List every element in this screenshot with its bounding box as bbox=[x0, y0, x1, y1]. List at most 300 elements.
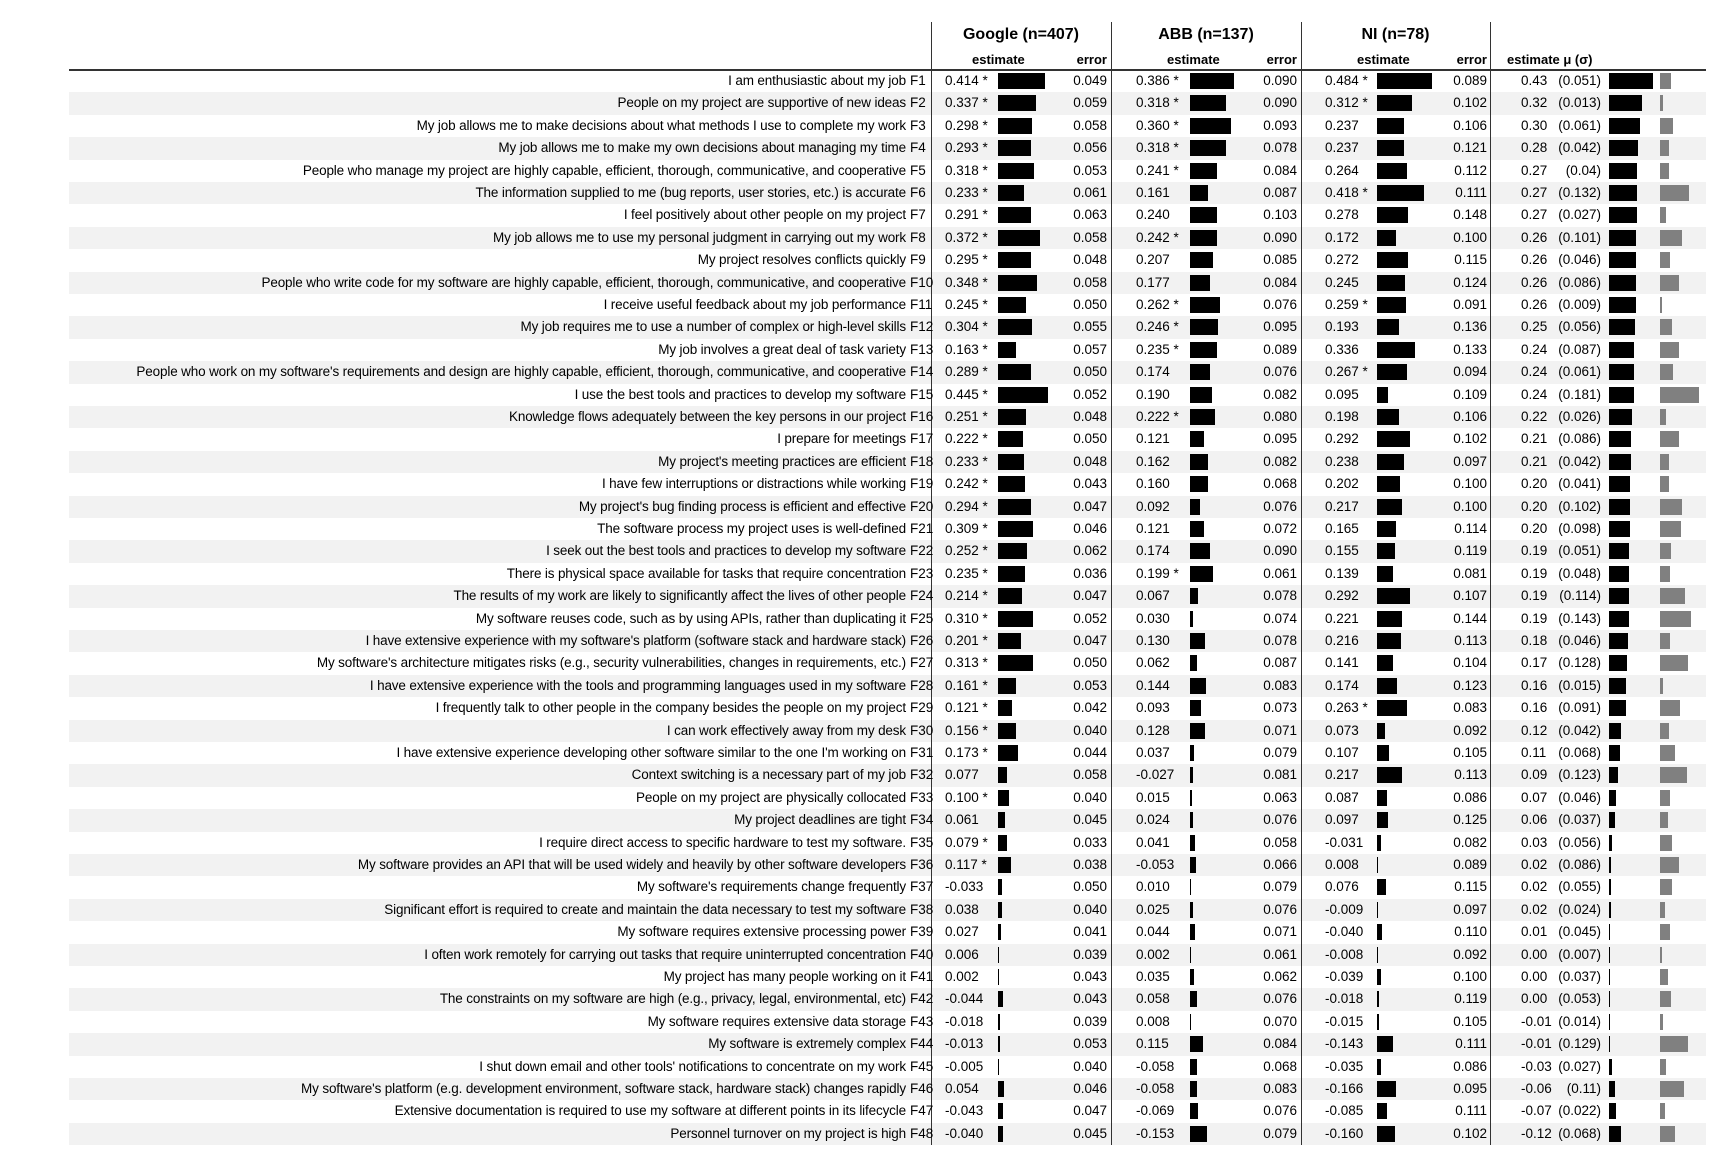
google-estimate-bar bbox=[998, 207, 1031, 223]
meta-sigma: (0.087) bbox=[1558, 341, 1601, 357]
google-estimate: 0.372 * bbox=[945, 229, 988, 245]
meta-sigma-bar bbox=[1660, 364, 1673, 380]
abb-estimate: 0.062 bbox=[1136, 655, 1170, 671]
factor-label: My software requires extensive processing power bbox=[617, 924, 906, 940]
abb-error: 0.103 bbox=[1263, 207, 1297, 223]
meta-mu-bar bbox=[1609, 476, 1630, 492]
abb-error: 0.072 bbox=[1263, 521, 1297, 536]
factor-label: I receive useful feedback about my job performance bbox=[603, 297, 906, 312]
meta-mu-bar bbox=[1609, 835, 1612, 851]
google-estimate: 0.295 * bbox=[945, 252, 988, 268]
abb-estimate-bar bbox=[1190, 991, 1197, 1007]
abb-estimate: 0.174 bbox=[1136, 364, 1170, 380]
google-error: 0.049 bbox=[1073, 73, 1107, 88]
meta-mu-bar bbox=[1609, 991, 1610, 1007]
meta-sigma: (0.048) bbox=[1558, 565, 1601, 581]
factor-label: I often work remotely for carrying out tasks that require uninterrupted concentration bbox=[424, 946, 906, 962]
factor-label: My job involves a great deal of task variety bbox=[658, 341, 906, 357]
abb-error: 0.078 bbox=[1263, 140, 1297, 156]
abb-estimate: 0.235 * bbox=[1136, 341, 1179, 357]
google-estimate-bar bbox=[998, 521, 1033, 537]
abb-error: 0.076 bbox=[1263, 297, 1297, 312]
table-row bbox=[0, 1078, 1732, 1100]
meta-sigma-bar bbox=[1660, 454, 1669, 470]
meta-sigma-bar bbox=[1660, 207, 1666, 223]
abb-error: 0.083 bbox=[1263, 1081, 1297, 1096]
meta-sigma: (0.086) bbox=[1558, 431, 1601, 447]
meta-mu-bar bbox=[1609, 1036, 1610, 1052]
ni-error: 0.100 bbox=[1453, 498, 1487, 514]
ni-estimate-bar bbox=[1377, 924, 1382, 940]
google-estimate-bar bbox=[998, 230, 1040, 246]
meta-mu: 0.19 bbox=[1521, 588, 1548, 604]
google-estimate-bar bbox=[998, 342, 1016, 358]
ni-estimate-bar bbox=[1377, 185, 1424, 201]
meta-mu: 0.20 bbox=[1521, 476, 1548, 492]
abb-estimate: 0.093 bbox=[1136, 700, 1170, 716]
meta-mu-bar bbox=[1609, 857, 1611, 873]
meta-sigma-bar bbox=[1660, 902, 1665, 918]
google-estimate-bar bbox=[998, 431, 1023, 447]
ni-estimate-bar bbox=[1377, 835, 1381, 851]
google-estimate: 0.348 * bbox=[945, 274, 988, 290]
meta-sigma: (0.007) bbox=[1558, 946, 1601, 962]
meta-mu-bar bbox=[1609, 924, 1610, 940]
ni-estimate-bar bbox=[1377, 879, 1386, 895]
meta-sigma-bar bbox=[1660, 521, 1681, 537]
google-estimate-bar bbox=[998, 163, 1034, 179]
google-estimate: 0.414 * bbox=[945, 73, 988, 88]
table-row bbox=[0, 115, 1732, 137]
factor-code: F40 bbox=[910, 946, 934, 962]
meta-mu-bar bbox=[1609, 185, 1637, 201]
factor-label: I have few interruptions or distractions while working bbox=[601, 476, 906, 492]
meta-sigma: (0.046) bbox=[1558, 633, 1601, 648]
google-estimate-bar bbox=[998, 1036, 1000, 1052]
google-error-header: error bbox=[1076, 52, 1107, 67]
table-row bbox=[0, 473, 1732, 495]
factor-label: People on my project are supportive of new ideas bbox=[617, 95, 906, 111]
google-estimate-bar bbox=[998, 790, 1009, 806]
factor-code: F12 bbox=[910, 319, 934, 335]
meta-sigma: (0.009) bbox=[1558, 297, 1601, 312]
meta-sigma-bar bbox=[1660, 1081, 1684, 1097]
ni-estimate: 0.107 bbox=[1325, 745, 1359, 760]
google-error: 0.041 bbox=[1073, 924, 1107, 940]
factor-code: F37 bbox=[910, 879, 934, 895]
ni-estimate: -0.009 bbox=[1325, 901, 1364, 917]
ni-error: 0.091 bbox=[1453, 297, 1487, 312]
google-estimate-bar bbox=[998, 678, 1016, 694]
meta-mu: 0.30 bbox=[1521, 117, 1548, 133]
abb-error: 0.078 bbox=[1263, 588, 1297, 604]
table-row bbox=[0, 316, 1732, 338]
abb-error: 0.090 bbox=[1263, 73, 1297, 88]
factor-code: F36 bbox=[910, 857, 934, 872]
factor-code: F2 bbox=[910, 95, 926, 111]
ni-error: 0.102 bbox=[1453, 95, 1487, 111]
ni-estimate: 0.272 bbox=[1325, 252, 1359, 268]
google-error: 0.059 bbox=[1073, 95, 1107, 111]
factor-label: My software's requirements change frequently bbox=[636, 879, 906, 895]
ni-estimate-bar bbox=[1377, 387, 1388, 403]
google-error: 0.063 bbox=[1073, 207, 1107, 223]
meta-sigma: (0.102) bbox=[1558, 498, 1601, 514]
meta-sigma: (0.041) bbox=[1558, 476, 1601, 492]
ni-estimate-bar bbox=[1377, 297, 1406, 313]
abb-error: 0.090 bbox=[1263, 95, 1297, 111]
meta-sigma-bar bbox=[1660, 1126, 1675, 1142]
ni-estimate-bar bbox=[1377, 1036, 1393, 1052]
google-error: 0.050 bbox=[1073, 879, 1107, 895]
abb-estimate: 0.190 bbox=[1136, 386, 1170, 402]
google-error: 0.055 bbox=[1073, 319, 1107, 335]
abb-estimate-bar bbox=[1190, 387, 1212, 403]
abb-error: 0.081 bbox=[1263, 767, 1297, 783]
google-estimate: 0.233 * bbox=[945, 453, 988, 469]
meta-mu-bar bbox=[1609, 140, 1638, 156]
meta-sigma-bar bbox=[1660, 700, 1680, 716]
ni-estimate-bar bbox=[1377, 230, 1396, 246]
ni-error: 0.092 bbox=[1453, 722, 1487, 738]
abb-estimate-bar bbox=[1190, 902, 1193, 918]
ni-error: 0.094 bbox=[1453, 364, 1487, 380]
meta-sigma: (0.026) bbox=[1558, 409, 1601, 424]
table-row bbox=[0, 451, 1732, 473]
meta-mu: 0.43 bbox=[1521, 73, 1548, 88]
google-estimate: 0.309 * bbox=[945, 521, 988, 536]
meta-mu: 0.27 bbox=[1521, 162, 1548, 178]
google-estimate-bar bbox=[998, 409, 1026, 425]
meta-sigma-bar bbox=[1660, 924, 1670, 940]
ni-estimate: 0.174 bbox=[1325, 677, 1359, 693]
ni-estimate-bar bbox=[1377, 767, 1402, 783]
google-estimate: 0.245 * bbox=[945, 297, 988, 312]
meta-mu-bar bbox=[1609, 700, 1626, 716]
abb-estimate: 0.037 bbox=[1136, 745, 1170, 760]
table-row bbox=[0, 630, 1732, 652]
google-estimate-bar bbox=[998, 947, 999, 963]
factor-code: F29 bbox=[910, 700, 934, 716]
ni-estimate-bar bbox=[1377, 947, 1378, 963]
table-row bbox=[0, 249, 1732, 271]
google-error: 0.040 bbox=[1073, 901, 1107, 917]
meta-mu-bar bbox=[1609, 790, 1616, 806]
meta-sigma: (0.042) bbox=[1558, 722, 1601, 738]
table-row bbox=[0, 675, 1732, 697]
ni-estimate: -0.035 bbox=[1325, 1058, 1364, 1074]
factor-code: F6 bbox=[910, 185, 926, 200]
abb-estimate: 0.161 bbox=[1136, 185, 1170, 200]
factor-label: My software's platform (e.g. development environment, software stack, hardware stack) changes rapidly bbox=[301, 1081, 906, 1096]
meta-mu-bar bbox=[1609, 655, 1627, 671]
abb-estimate-bar bbox=[1190, 207, 1217, 223]
ni-error: 0.081 bbox=[1453, 565, 1487, 581]
google-estimate: 0.214 * bbox=[945, 588, 988, 604]
google-estimate: 0.100 * bbox=[945, 789, 988, 805]
meta-sigma: (0.061) bbox=[1558, 364, 1601, 380]
abb-estimate: 0.262 * bbox=[1136, 297, 1179, 312]
table-row bbox=[0, 742, 1732, 764]
table-row bbox=[0, 496, 1732, 518]
ni-error: 0.112 bbox=[1454, 162, 1487, 178]
factor-code: F39 bbox=[910, 924, 934, 940]
meta-sigma-bar bbox=[1660, 835, 1672, 851]
abb-estimate: -0.053 bbox=[1136, 857, 1175, 872]
table-row bbox=[0, 182, 1732, 204]
google-estimate: -0.013 bbox=[945, 1036, 984, 1052]
abb-error: 0.076 bbox=[1263, 364, 1297, 380]
google-estimate-bar bbox=[998, 633, 1021, 649]
table-row bbox=[0, 787, 1732, 809]
meta-sigma-bar bbox=[1660, 879, 1672, 895]
abb-error: 0.076 bbox=[1263, 498, 1297, 514]
factor-code: F48 bbox=[910, 1125, 934, 1141]
abb-estimate-bar bbox=[1190, 700, 1201, 716]
abb-estimate: 0.160 bbox=[1136, 476, 1170, 492]
table-row bbox=[0, 272, 1732, 294]
meta-mu: 0.27 bbox=[1521, 207, 1548, 223]
google-error: 0.043 bbox=[1073, 476, 1107, 492]
ni-error: 0.111 bbox=[1455, 1036, 1487, 1052]
ni-estimate-bar bbox=[1377, 678, 1397, 694]
meta-sigma-bar bbox=[1660, 387, 1699, 403]
ni-estimate: 0.087 bbox=[1325, 789, 1359, 805]
table-row bbox=[0, 406, 1732, 428]
ni-estimate-bar bbox=[1377, 1059, 1381, 1075]
meta-sigma: (0.086) bbox=[1558, 857, 1601, 872]
google-estimate-bar bbox=[998, 991, 1003, 1007]
meta-mu-bar bbox=[1609, 207, 1637, 223]
abb-error: 0.076 bbox=[1263, 1103, 1297, 1119]
google-estimate: 0.235 * bbox=[945, 565, 988, 581]
meta-sigma: (0.053) bbox=[1558, 991, 1601, 1007]
abb-error: 0.093 bbox=[1263, 117, 1297, 133]
ni-estimate: 0.198 bbox=[1325, 409, 1359, 424]
google-estimate: 0.291 * bbox=[945, 207, 988, 223]
abb-estimate: 0.035 bbox=[1136, 969, 1170, 984]
abb-estimate-bar bbox=[1190, 1126, 1207, 1142]
meta-mu-bar bbox=[1609, 678, 1626, 694]
ni-estimate: 0.292 bbox=[1325, 588, 1359, 604]
factor-label: I have extensive experience with the tools and programming languages used in my software bbox=[369, 677, 906, 693]
meta-mu-bar bbox=[1609, 543, 1629, 559]
meta-sigma-bar bbox=[1660, 1103, 1665, 1119]
abb-estimate: -0.027 bbox=[1136, 767, 1175, 783]
ni-estimate-bar bbox=[1377, 588, 1410, 604]
abb-estimate: 0.240 bbox=[1136, 207, 1170, 223]
meta-sigma: (0.024) bbox=[1558, 901, 1601, 917]
google-error: 0.048 bbox=[1073, 453, 1107, 469]
meta-sigma: (0.132) bbox=[1558, 185, 1601, 200]
factor-label: I prepare for meetings bbox=[777, 431, 906, 447]
ni-estimate: -0.031 bbox=[1325, 834, 1364, 850]
google-estimate-bar bbox=[998, 275, 1037, 291]
abb-estimate-bar bbox=[1190, 611, 1193, 627]
meta-mu: -0.12 bbox=[1521, 1125, 1552, 1141]
meta-mu: 0.03 bbox=[1521, 834, 1548, 850]
google-error: 0.039 bbox=[1073, 1013, 1107, 1029]
meta-mu: 0.16 bbox=[1521, 677, 1548, 693]
meta-mu: -0.01 bbox=[1521, 1013, 1552, 1029]
meta-mu-bar bbox=[1609, 409, 1632, 425]
factor-code: F20 bbox=[910, 498, 934, 514]
factor-code: F33 bbox=[910, 789, 934, 805]
abb-error: 0.095 bbox=[1263, 319, 1297, 335]
ni-estimate-bar bbox=[1377, 723, 1385, 739]
ni-error: 0.086 bbox=[1453, 789, 1487, 805]
abb-error: 0.076 bbox=[1263, 901, 1297, 917]
meta-mu: 0.22 bbox=[1521, 409, 1548, 424]
meta-mu-bar bbox=[1609, 588, 1629, 604]
abb-error: 0.084 bbox=[1263, 1036, 1297, 1052]
ni-estimate: 0.238 bbox=[1325, 453, 1359, 469]
abb-estimate-bar bbox=[1190, 835, 1195, 851]
abb-estimate: 0.386 * bbox=[1136, 73, 1179, 88]
table-row bbox=[0, 361, 1732, 383]
ni-estimate-bar bbox=[1377, 431, 1410, 447]
table-row bbox=[0, 339, 1732, 361]
ni-error: 0.124 bbox=[1453, 274, 1487, 290]
ni-estimate-bar bbox=[1377, 991, 1379, 1007]
google-estimate: 0.173 * bbox=[945, 745, 988, 760]
google-estimate-bar bbox=[998, 73, 1045, 89]
meta-sigma-bar bbox=[1660, 543, 1671, 559]
abb-estimate-bar bbox=[1190, 118, 1231, 134]
google-estimate-bar bbox=[998, 902, 1002, 918]
google-estimate: 0.337 * bbox=[945, 95, 988, 111]
ni-estimate: 0.237 bbox=[1325, 140, 1359, 156]
ni-estimate: 0.217 bbox=[1325, 767, 1359, 783]
table-row bbox=[0, 876, 1732, 898]
factor-label: People who work on my software's requirements and design are highly capable, efficient, thorough, communicative, and cooperative bbox=[136, 364, 906, 380]
abb-estimate: -0.058 bbox=[1136, 1081, 1175, 1096]
table-row bbox=[0, 70, 1732, 92]
google-error: 0.042 bbox=[1073, 700, 1107, 716]
abb-error: 0.079 bbox=[1263, 1125, 1297, 1141]
ni-error: 0.115 bbox=[1454, 879, 1487, 895]
factor-label: My project resolves conflicts quickly bbox=[697, 252, 906, 268]
ni-estimate-bar bbox=[1377, 790, 1387, 806]
ni-error: 0.119 bbox=[1454, 991, 1487, 1007]
meta-sigma: (0.046) bbox=[1558, 252, 1601, 268]
meta-sigma-bar bbox=[1660, 118, 1673, 134]
factor-code: F15 bbox=[910, 386, 934, 402]
ni-error: 0.113 bbox=[1454, 633, 1487, 648]
meta-sigma-bar bbox=[1660, 857, 1679, 873]
google-error: 0.053 bbox=[1073, 1036, 1107, 1052]
abb-estimate-bar bbox=[1190, 409, 1215, 425]
meta-sigma-bar bbox=[1660, 342, 1679, 358]
abb-estimate-bar bbox=[1190, 588, 1198, 604]
abb-estimate-bar bbox=[1190, 454, 1208, 470]
abb-estimate: 0.121 bbox=[1136, 431, 1170, 447]
meta-mu: 0.19 bbox=[1521, 610, 1548, 626]
ni-error: 0.106 bbox=[1453, 409, 1487, 424]
ni-error: 0.089 bbox=[1453, 73, 1487, 88]
meta-sigma: (0.068) bbox=[1558, 1125, 1601, 1141]
table-row bbox=[0, 1123, 1732, 1145]
ni-estimate: -0.160 bbox=[1325, 1125, 1364, 1141]
google-estimate: 0.233 * bbox=[945, 185, 988, 200]
factor-code: F41 bbox=[910, 969, 934, 984]
factor-code: F11 bbox=[910, 297, 933, 312]
abb-estimate-bar bbox=[1190, 812, 1193, 828]
google-error: 0.058 bbox=[1073, 117, 1107, 133]
abb-estimate-bar bbox=[1190, 521, 1204, 537]
factor-code: F32 bbox=[910, 767, 934, 783]
ni-error: 0.097 bbox=[1453, 901, 1487, 917]
meta-mu-bar bbox=[1609, 297, 1636, 313]
meta-mu-bar bbox=[1609, 633, 1628, 649]
group-title-google: Google (n=407) bbox=[962, 26, 1080, 43]
factor-code: F4 bbox=[910, 140, 926, 156]
meta-sigma: (0.101) bbox=[1558, 229, 1601, 245]
ni-estimate: -0.166 bbox=[1325, 1081, 1364, 1096]
abb-error: 0.076 bbox=[1263, 991, 1297, 1007]
factor-code: F17 bbox=[910, 431, 934, 447]
ni-estimate: 0.097 bbox=[1325, 812, 1359, 828]
google-estimate-bar bbox=[998, 499, 1031, 515]
meta-mu: 0.28 bbox=[1521, 140, 1548, 156]
meta-mu: 0.32 bbox=[1521, 95, 1548, 111]
ni-estimate-bar bbox=[1377, 857, 1378, 873]
meta-sigma-bar bbox=[1660, 319, 1672, 335]
google-estimate: 0.077 bbox=[945, 767, 979, 783]
meta-sigma-bar bbox=[1660, 476, 1669, 492]
abb-error: 0.058 bbox=[1263, 834, 1297, 850]
meta-sigma-bar bbox=[1660, 678, 1663, 694]
ni-estimate: 0.237 bbox=[1325, 117, 1359, 133]
ni-estimate: 0.193 bbox=[1325, 319, 1359, 335]
table-row bbox=[0, 137, 1732, 159]
meta-sigma-bar bbox=[1660, 1036, 1688, 1052]
meta-sigma: (0.056) bbox=[1558, 834, 1601, 850]
abb-error: 0.087 bbox=[1263, 655, 1297, 671]
google-estimate: -0.043 bbox=[945, 1103, 984, 1119]
meta-mu: 0.26 bbox=[1521, 252, 1548, 268]
factor-code: F10 bbox=[910, 274, 934, 290]
meta-sigma-bar bbox=[1660, 991, 1671, 1007]
google-error: 0.038 bbox=[1073, 857, 1107, 872]
meta-sigma: (0.068) bbox=[1558, 745, 1601, 760]
meta-sigma: (0.061) bbox=[1558, 117, 1601, 133]
google-error: 0.062 bbox=[1073, 543, 1107, 559]
table-row bbox=[0, 160, 1732, 182]
ni-estimate: 0.264 bbox=[1325, 162, 1359, 178]
ni-error: 0.102 bbox=[1453, 431, 1487, 447]
meta-mu: 0.06 bbox=[1521, 812, 1548, 828]
meta-mu: 0.07 bbox=[1521, 789, 1548, 805]
google-estimate-bar bbox=[998, 566, 1025, 582]
google-error: 0.058 bbox=[1073, 767, 1107, 783]
abb-estimate-bar bbox=[1190, 857, 1196, 873]
meta-sigma: (0.045) bbox=[1558, 924, 1601, 940]
meta-sigma-bar bbox=[1660, 655, 1688, 671]
abb-error: 0.078 bbox=[1263, 633, 1297, 648]
abb-estimate: 0.222 * bbox=[1136, 409, 1179, 424]
google-estimate-bar bbox=[998, 387, 1048, 403]
ni-error: 0.113 bbox=[1454, 767, 1487, 783]
meta-sigma-bar bbox=[1660, 140, 1669, 156]
meta-mu: 0.11 bbox=[1521, 745, 1547, 760]
google-error: 0.048 bbox=[1073, 409, 1107, 424]
google-error: 0.045 bbox=[1073, 1125, 1107, 1141]
abb-estimate: 0.008 bbox=[1136, 1013, 1170, 1029]
ni-estimate: 0.139 bbox=[1325, 565, 1359, 581]
abb-error: 0.080 bbox=[1263, 409, 1297, 424]
google-estimate: 0.156 * bbox=[945, 722, 988, 738]
